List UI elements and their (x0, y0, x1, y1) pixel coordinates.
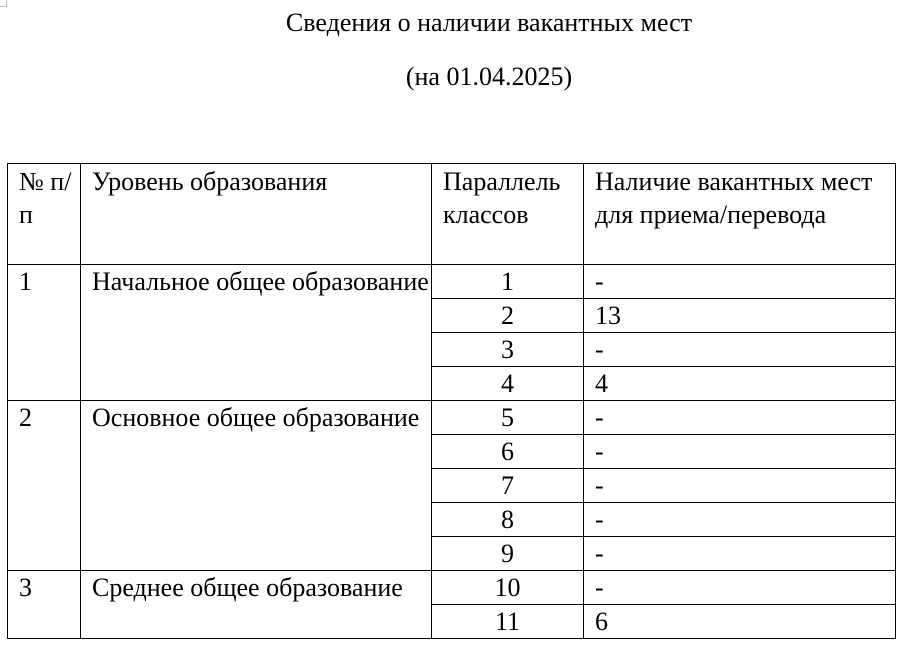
vacancies-cell: - (584, 435, 896, 469)
vacancies-table (7, 163, 896, 639)
vacancies-cell: - (584, 503, 896, 537)
table-row (8, 265, 896, 299)
grade-cell: 6 (432, 435, 584, 469)
header-num: № п/п (8, 164, 81, 265)
grade-cell: 9 (432, 537, 584, 571)
vacancies-cell: - (584, 333, 896, 367)
table-header-row (8, 164, 896, 265)
grade-cell: 7 (432, 469, 584, 503)
grade-cell: 11 (432, 605, 584, 639)
header-grade: Параллель классов (432, 164, 584, 265)
vacancies-cell: 6 (584, 605, 896, 639)
header-level: Уровень образования (81, 164, 432, 265)
header-vacancies: Наличие вакантных мест для приема/перевода (584, 164, 896, 265)
document-subtitle: (на 01.04.2025) (405, 62, 573, 91)
group-num: 1 (8, 265, 81, 401)
vacancies-cell: 4 (584, 367, 896, 401)
group-level: Начальное общее образование (81, 265, 432, 401)
vacancies-cell: - (584, 537, 896, 571)
group-level: Основное общее образование (81, 401, 432, 571)
vacancies-cell: - (584, 571, 896, 605)
vacancies-cell: - (584, 401, 896, 435)
vacancies-cell: 13 (584, 299, 896, 333)
grade-cell: 8 (432, 503, 584, 537)
vacancies-cell: - (584, 469, 896, 503)
group-num: 2 (8, 401, 81, 571)
vacancies-cell: - (584, 265, 896, 299)
grade-cell: 10 (432, 571, 584, 605)
grade-cell: 1 (432, 265, 584, 299)
document-title: Сведения о наличии вакантных мест (285, 8, 693, 37)
grade-cell: 3 (432, 333, 584, 367)
table-row (8, 571, 896, 605)
table-row (8, 401, 896, 435)
grade-cell: 2 (432, 299, 584, 333)
grade-cell: 4 (432, 367, 584, 401)
group-level: Среднее общее образование (81, 571, 432, 639)
group-num: 3 (8, 571, 81, 639)
grade-cell: 5 (432, 401, 584, 435)
